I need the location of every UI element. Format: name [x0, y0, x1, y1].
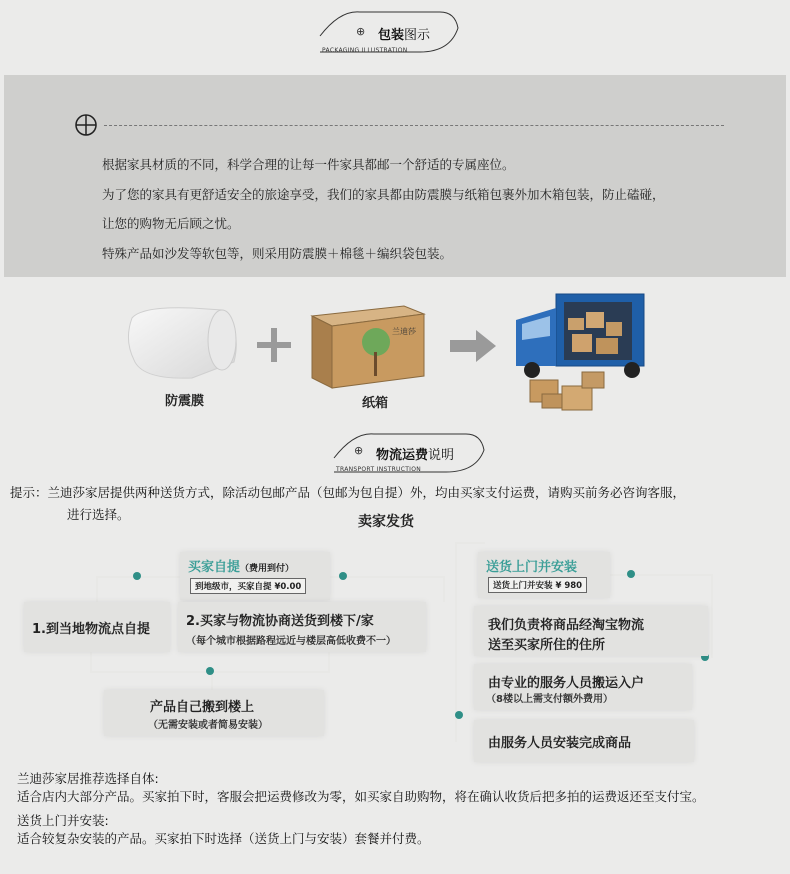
step-pro-carry [474, 664, 692, 710]
transport-title: 物流运费说明 [376, 448, 455, 463]
packaging-info-box [4, 75, 786, 277]
step-negotiate-delivery [178, 602, 426, 652]
foam-film-label: 防震膜 [165, 394, 205, 409]
notice-line: 进行选择。 [67, 507, 130, 522]
crosshair-icon [74, 113, 98, 137]
step-text: 2.买家与物流协商送货到楼下/家 [186, 614, 374, 629]
step-local-pickup [24, 602, 170, 652]
step-taobao-shipping [474, 606, 708, 656]
packaging-title: 包装图示 [378, 28, 431, 43]
delivery-install-title: 送货上门并安装: [17, 813, 109, 828]
delivery-truck-image [512, 288, 652, 416]
connector-line [443, 576, 445, 602]
step-note: （8楼以上需支付额外费用） [486, 694, 613, 705]
packaging-line: 特殊产品如沙发等软包等，则采用防震膜＋棉毯＋编织袋包装。 [102, 245, 453, 261]
step-text: 由专业的服务人员搬运入户 [488, 676, 645, 691]
connector-dot [206, 667, 214, 675]
notice-line: 提示：兰迪莎家居提供两种送货方式，除活动包邮产品（包邮为包自提）外，均由买家支付运费，请购买前务必咨询客服， [10, 485, 686, 500]
header-plus-icon: ⊕ [354, 444, 364, 457]
connector-line [711, 574, 713, 658]
step-install [474, 720, 694, 762]
connector-line [602, 574, 712, 576]
seller-ship-label: 卖家发货 [358, 514, 414, 530]
home-delivery-title: 送货上门并安装 [486, 560, 578, 575]
packaging-line: 让您的购物无后顾之忧。 [102, 216, 240, 231]
carton-brand-text: 兰迪莎 [392, 327, 416, 336]
packaging-text-lines [102, 150, 665, 268]
connector-dot [133, 572, 141, 580]
connector-line [90, 652, 92, 672]
self-pickup-price-tag: 到地级市，买家自提 ¥0.00 [190, 578, 306, 594]
step-note: （无需安装或者简易安装） [148, 720, 268, 731]
delivery-install-text: 适合较复杂安装的产品。买家拍下时选择（送货上门与安装）套餐并付费。 [17, 831, 430, 846]
connector-dot [455, 711, 463, 719]
carton-label: 纸箱 [362, 396, 389, 411]
transport-subtitle: TRANSPORT INSTRUCTION [336, 466, 422, 473]
connector-dot [627, 570, 635, 578]
packaging-section-header [300, 8, 470, 54]
dashed-divider [104, 125, 724, 126]
plus-sign-icon [255, 326, 293, 364]
delivery-install-block [17, 812, 430, 848]
recommendation-block [17, 770, 705, 806]
connector-line [97, 576, 187, 578]
carton-box-image [308, 296, 428, 392]
shipping-notice [10, 482, 685, 526]
self-pickup-card [180, 552, 330, 600]
step-text: 我们负责将商品经淘宝物流 [488, 618, 645, 633]
packaging-subtitle: PACKAGING ILLUSTRATION [322, 47, 408, 54]
packaging-line: 为了您的家具有更舒适安全的旅途享受，我们的家具都由防震膜与纸箱包裹外加木箱包装，防止磕碰， [102, 186, 665, 202]
connector-dot [339, 572, 347, 580]
arrow-right-icon [448, 328, 498, 364]
transport-section-header [316, 430, 496, 476]
self-pickup-title: 买家自提（费用到付） [188, 560, 295, 575]
home-delivery-card [478, 552, 610, 598]
connector-line [328, 652, 330, 672]
recommendation-text: 适合店内大部分产品。买家拍下时，客服会把运费修改为零，如买家自助购物，将在确认收货后把多拍的运费返还至支付宝。 [17, 789, 705, 804]
header-plus-icon: ⊕ [356, 25, 366, 38]
step-text: 1.到当地物流点自提 [32, 622, 150, 637]
foam-film-image [122, 300, 247, 385]
home-delivery-price-tag: 送货上门并安装 ¥ 980 [488, 577, 587, 593]
packaging-line: 根据家具材质的不同，科学合理的让每一件家具都邮一个舒适的专属座位。 [102, 157, 515, 172]
step-text: 由服务人员安装完成商品 [488, 736, 632, 751]
recommendation-title: 兰迪莎家居推荐选择自体: [17, 771, 159, 786]
step-text: 产品自己搬到楼上 [150, 700, 255, 715]
step-note: （每个城市根据路程远近与楼层高低收费不一） [186, 636, 396, 647]
connector-line [96, 576, 98, 602]
step-carry-upstairs [104, 690, 324, 736]
connector-line [455, 542, 485, 544]
step-text: 送至买家所住的住所 [488, 638, 606, 653]
